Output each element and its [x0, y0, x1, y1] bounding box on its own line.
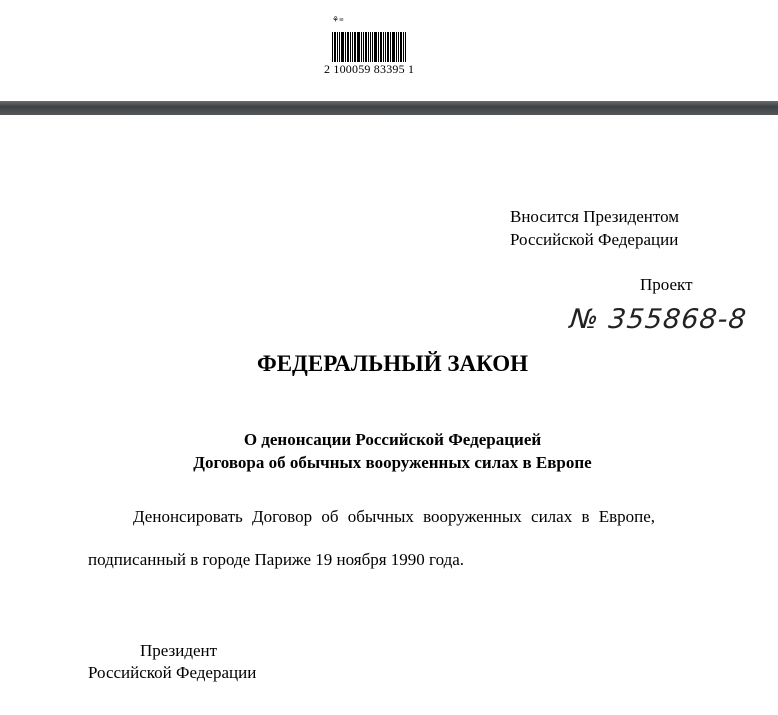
handwritten-registration-number: № 355868-8	[568, 304, 749, 335]
barcode-bar	[374, 32, 377, 62]
barcode-bar	[383, 32, 384, 62]
barcode-bar	[345, 32, 346, 62]
subtitle-line1: О денонсации Российской Федерацией	[243, 430, 542, 449]
barcode-bar	[398, 32, 399, 62]
barcode-bar	[334, 32, 336, 62]
barcode-bar	[385, 32, 386, 62]
barcode-bar	[405, 32, 406, 62]
barcode-bar	[403, 32, 404, 62]
signature-title-line2: Российской Федерации	[88, 663, 257, 682]
barcode-bar	[347, 32, 349, 62]
barcode-bars	[332, 32, 422, 62]
barcode-bar	[341, 32, 344, 62]
barcode-bar	[357, 32, 360, 62]
barcode-bar	[352, 32, 353, 62]
barcode-bar	[370, 32, 371, 62]
barcode-bar	[387, 32, 389, 62]
subtitle-line2: Договора об обычных вооруженных силах в Европе	[193, 453, 592, 472]
draft-label: Проект	[640, 275, 693, 294]
barcode-bar	[368, 32, 369, 62]
barcode-number: 2 100059 83395 1	[324, 62, 415, 76]
barcode-bar	[332, 32, 333, 62]
body-line1: Денонсировать Договор об обычных вооруженных силах в Европе,	[133, 507, 656, 526]
body-line2: подписанный в городе Париже 19 ноября 1990 года.	[88, 550, 465, 569]
barcode-bar	[350, 32, 351, 62]
registry-logo: ⚘≡	[332, 15, 344, 24]
barcode-bar	[396, 32, 397, 62]
barcode-bar	[390, 32, 391, 62]
barcode-bar	[365, 32, 367, 62]
signature-title-line1: Президент	[140, 641, 218, 660]
barcode-bar	[339, 32, 340, 62]
scan-edge-bar	[0, 101, 778, 115]
barcode	[322, 12, 432, 78]
barcode-bar	[337, 32, 338, 62]
barcode-bar	[363, 32, 364, 62]
barcode-bar	[354, 32, 356, 62]
document-title: ФЕДЕРАЛЬНЫЙ ЗАКОН	[256, 351, 529, 376]
barcode-bar	[378, 32, 379, 62]
barcode-bar	[392, 32, 395, 62]
barcode-bar	[361, 32, 362, 62]
barcode-bar	[380, 32, 382, 62]
barcode-bar	[400, 32, 402, 62]
barcode-bar	[372, 32, 373, 62]
introduced-by-line2: Российской Федерации	[510, 230, 679, 249]
introduced-by-line1: Вносится Президентом	[510, 207, 680, 226]
